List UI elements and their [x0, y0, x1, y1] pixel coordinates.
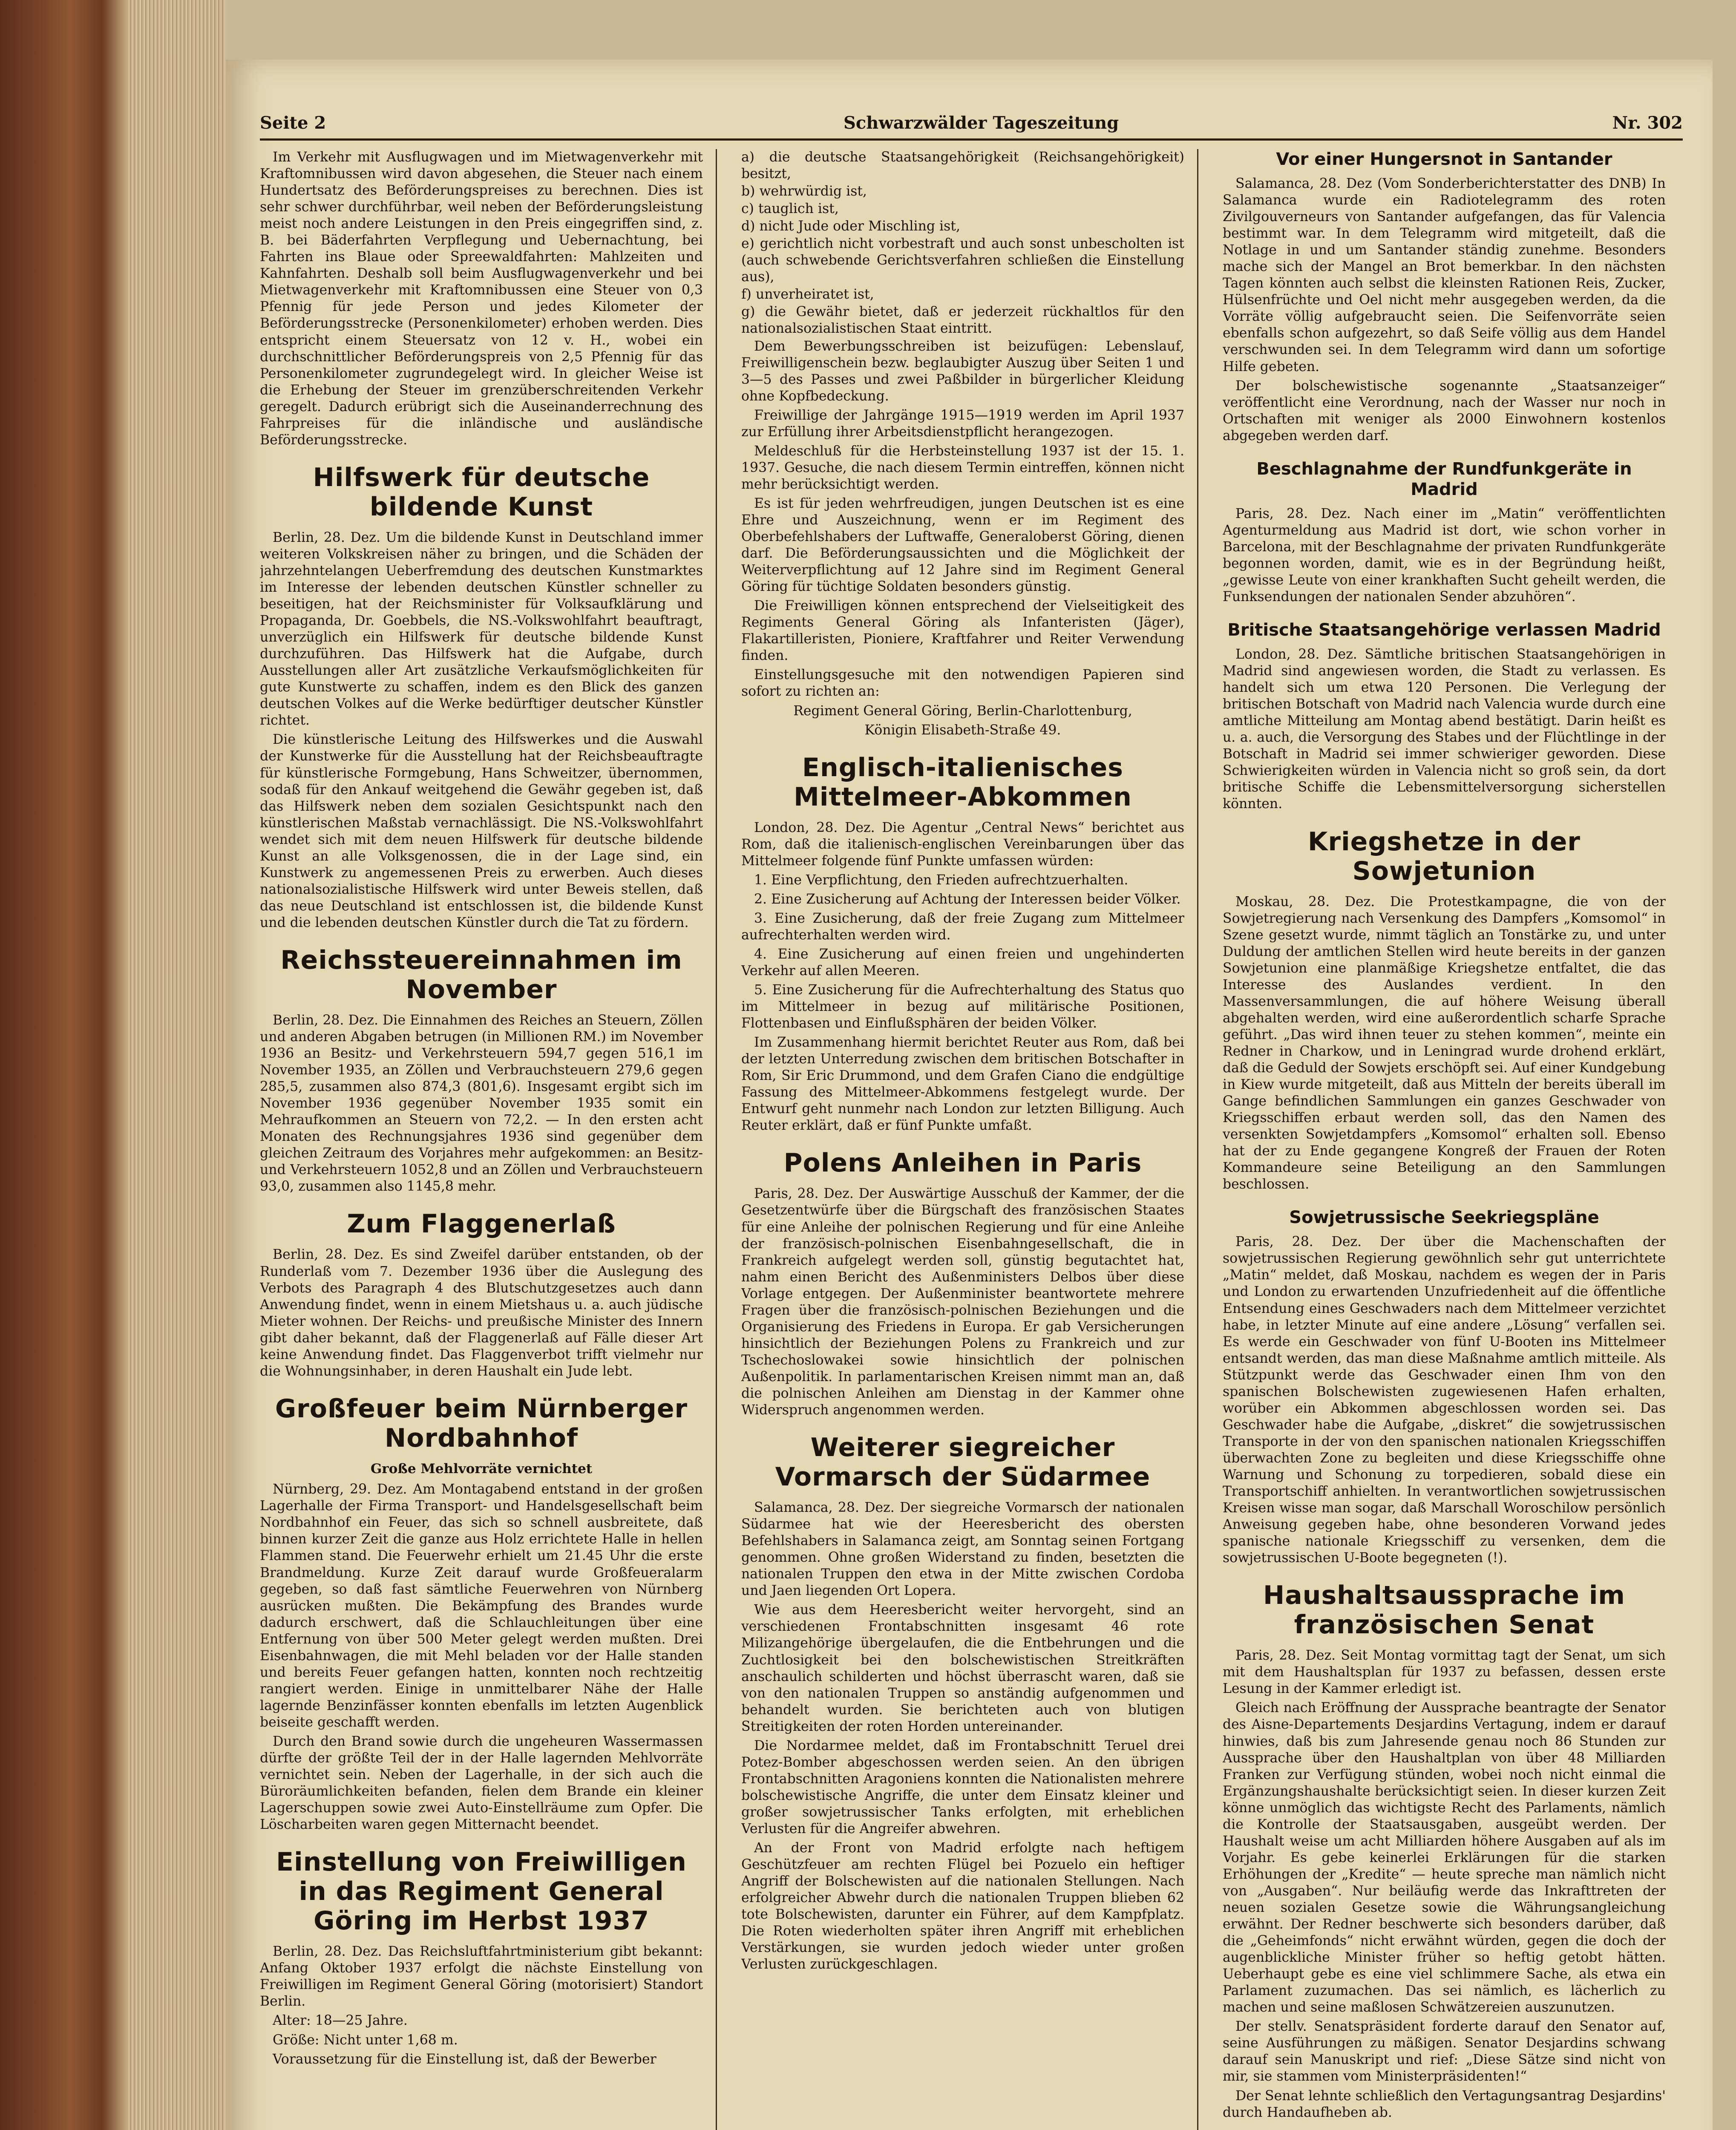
article-text: Meldeschluß für die Herbsteinstellung 1937 ist der 15. 1. 1937. Gesuche, die nach diesem Termin eintreffen, können nicht mehr berücksichtigt werden.: [741, 443, 1184, 492]
article-text: Durch den Brand sowie durch die ungeheuren Wassermassen dürfte der größte Teil der in der Halle lagernden Mehlvorräte vernichtet sein. Neben der Lagerhalle, in der sich auch die Büroräumlichkeiten befanden, fielen dem Brande ein kleiner Lagerschuppen sowie zwei Auto-Einstellräume zum Opfer. Die Löscharbeiten waren gegen Mitternacht beendet.: [260, 1734, 703, 1833]
article-text: Voraussetzung für die Einstellung ist, daß der Bewerber: [273, 2051, 656, 2067]
article-text: Berlin, 28. Dez. Um die bildende Kunst in Deutschland immer weiteren Volkskreisen näher zu bringen, und die Schäden der jahrzehntelangen Ueberfremdung des deutschen Kunstmarktes im Interesse der lebenden deutschen Künstler schneller zu beseitigen, hat der Reichsminister für Volksaufklärung und Propaganda, Dr. Goebbels, die NS.-Volkswohlfahrt beauftragt, unverzüglich ein Hilfswerk für deutsche bildende Kunst durchzuführen. Das Hilfswerk hat die Aufgabe, durch Ausstellungen aller Art zusätzliche Verkaufsmöglichkeiten für gute Kunstwerte zu schaffen, indem es den Blick des ganzen deutschen Volkes auf die Werke bedürftiger deutscher Künstler richtet.: [260, 530, 703, 728]
article-text: London, 28. Dez. Sämtliche britischen Staatsangehörigen in Madrid sind angewiesen worden, die Stadt zu verlassen. Es handelt sich um etwa 120 Personen. Die Verlegung der britischen Botschaft von Madrid nach Valencia wurde durch eine amtliche Mitteilung am Montag abend bestätigt. Darin heißt es u. a. auch, die Versorgung des Stabes und der Flüchtlinge in der Botschaft in Madrid sei immer schwieriger geworden. Diese Schwierigkeiten würden in Valencia nicht so groß sein, da dort britische Schiffe die Lebensmittelversorgung sicherstellen könnten.: [1223, 647, 1666, 812]
article-text: Salamanca, 28. Dez (Vom Sonderberichterstatter des DNB) In Salamanca wurde ein Radiotelegramm des roten Zivilgouverneurs von Santander aufgefangen, das für Valencia bestimmt war. In dem Telegramm wird mitgeteilt, daß die Notlage in und um Santander ständig zunehme. Besonders mache sich der Mangel an Brot bemerkbar. In den nächsten Tagen könnten auch selbst die kleinsten Rationen Reis, Zucker, Hülsenfrüchte und Oel nicht mehr ausgegeben werden, da die Vorräte völlig aufgebraucht seien. Die Seifenvorräte seien ebenfalls schon aufgezehrt, so daß Seife völlig aus dem Handel verschwunden sei. In dem Telegramm wird dann um sofortige Hilfe gebeten.: [1223, 176, 1666, 374]
article-text: Einstellungsgesuche mit den notwendigen Papieren sind sofort zu richten an:: [741, 667, 1184, 699]
article-text: Im Zusammenhang hiermit berichtet Reuter aus Rom, daß bei der letzten Unterredung zwischen dem britischen Botschafter in Rom, Sir Eric Drummond, und dem Grafen Ciano die endgültige Fassung des Mittelmeer-Abkommens festgelegt wurde. Der Entwurf geht nunmehr nach London zur letzten Billigung. Auch Reuter erklärt, daß er fünf Punkte umfaßt.: [741, 1035, 1184, 1134]
list-item: 5. Eine Zusicherung für die Aufrechterhaltung des Status quo im Mittelmeer in bezug auf militärische Positionen, Flottenbasen und Einflußsphären der beiden Völker.: [741, 982, 1184, 1031]
column-rule: [1197, 149, 1198, 2130]
headline: Vor einer Hungersnot in Santander: [1276, 150, 1612, 169]
headline: Haushaltsaussprache im französischen Senat: [1263, 1580, 1625, 1640]
article-text: Der Senat lehnte schließlich den Vertagungsantrag Desjardins' durch Handaufheben ab.: [1223, 2088, 1666, 2120]
article-text: Die künstlerische Leitung des Hilfswerkes und die Auswahl der Kunstwerke für die Ausstellung hat der Reichsbeauftragte für künstlerische Formgebung, Hans Schweitzer, übernommen, sodaß für den Ankauf weitgehend die Gewähr gegeben ist, daß das Hilfswerk neben dem sozialen Gesichtspunkt nach den künstlerischen Maßstab vernachlässigt. Die NS.-Volkswohlfahrt wendet sich mit dem neuen Hilfswerk für deutsche bildende Kunst an alle Volksgenossen, die in der Lage sind, ein Kunstwerk zu angemessenen Preis zu erwerben. Auch dieses nationalsozialistische Hilfswerk wird unter Beweis stellen, daß das neue Deutschland ist entschlossen ist, die bildende Kunst und die lebenden deutschen Künstler durch die Tat zu fördern.: [260, 732, 703, 930]
newspaper-page: [226, 60, 1713, 2130]
article-text: Freiwillige der Jahrgänge 1915—1919 werden im April 1937 zur Erfüllung ihrer Arbeitsdienstpflicht herangezogen.: [741, 407, 1184, 440]
list-item: a) die deutsche Staatsangehörigkeit (Reichsangehörigkeit) besitzt,: [741, 150, 1184, 182]
article-text: Der bolschewistische sogenannte „Staatsanzeiger“ veröffentlicht eine Verordnung, nach der Wasser nur noch in Ortschaften mit weniger als 2000 Einwohnern kostenlos abgegeben werden darf.: [1223, 378, 1666, 443]
article-text: Im Verkehr mit Ausflugwagen und im Mietwagenverkehr mit Kraftomnibussen wird davon abgesehen, die Steuer nach einem Hundertsatz des Beförderungspreises zu berechnen. Dies ist sehr schwer durchführbar, weil neben der Beförderungsleistung meist noch andere Leistungen in den Preis eingegriffen sind, z. B. bei Bäderfahrten Verpflegung und Uebernachtung, bei Fahrten ins Blaue oder Spreewaldfahrten: Mahlzeiten und Kahnfahrten. Deshalb soll beim Ausflugwagenverkehr und bei Mietwagenverkehr mit Kraftomnibussen eine Steuer von 0,3 Pfennig für jede Person und jedes Kilometer der Beförderungsstrecke (Personenkilometer) erhoben werden. Dies entspricht einem Steuersatz von 12 v. H., wobei ein durchschnittlicher Beförderungspreis von 2,5 Pfennig für das Personenkilometer zugrundegelegt wird. In gleicher Weise ist die Erhebung der Steuer im grenzüberschreitenden Verkehr geregelt. Dadurch erübrigt sich die Auseinanderrechnung des Fahrpreises für die inländische und ausländische Beförderungsstrecke.: [260, 150, 703, 448]
article-text: Der stellv. Senatspräsident forderte darauf den Senator auf, seine Ausführungen zu mäßigen. Senator Desjardins schwang darauf sein Manuskript und rief: „Diese Sätze sind nicht von mir, sie stammen vom Ministerpräsidenten!“: [1223, 2019, 1666, 2084]
column-3: [1223, 149, 1666, 2130]
article-text: Salamanca, 28. Dez. Der siegreiche Vormarsch der nationalen Südarmee hat wie der Heeresbericht des obersten Befehlshabers in Salamanca zeigt, am Sonntag seinen Fortgang genommen. Ohne großen Widerstand zu finden, besetzten die nationalen Truppen den etwa in der Mitte zwischen Cordoba und Jaen liegenden Ort Lopera.: [741, 1500, 1184, 1599]
article-text: Dem Bewerbungsschreiben ist beizufügen: Lebenslauf, Freiwilligenschein bezw. beglaubigter Auszug über Seiten 1 und 3—5 des Passes und zwei Paßbilder in bürgerlicher Kleidung ohne Kopfbedeckung.: [741, 338, 1184, 404]
list-item: d) nicht Jude oder Mischling ist,: [741, 219, 960, 234]
page-number: Seite 2: [260, 113, 326, 133]
headline: Hilfswerk für deutsche bildende Kunst: [313, 462, 650, 522]
list-item: e) gerichtlich nicht vorbestraft und auch sonst unbescholten ist (auch schwebende Gerichtsverfahren schließen die Einstellung aus),: [741, 236, 1184, 285]
article-text: Berlin, 28. Dez. Das Reichsluftfahrtministerium gibt bekannt: Anfang Oktober 1937 erfolgt die nächste Einstellung von Freiwilligen im Regiment General Göring (motorisiert) Standort Berlin.: [260, 1944, 703, 2009]
headline: Reichssteuereinnahmen im November: [280, 945, 682, 1005]
article-text: Die Nordarmee meldet, daß im Frontabschnitt Teruel drei Potez-Bomber abgeschossen werden seien. An den übrigen Frontabschnitten Aragoniens konnten die Nationalisten mehrere bolschewistische Angriffe, die unter dem Einsatz kleiner und großer sowjetrussischer Tanks erfolgten, mit erheblichen Verlusten für die Angreifer abwehren.: [741, 1738, 1184, 1836]
article-text: Paris, 28. Dez. Nach einer im „Matin“ veröffentlichten Agenturmeldung aus Madrid ist dort, wie schon vorher in Barcelona, mit der Beschlagnahme der privaten Rundfunkgeräte begonnen worden, damit, wie es in der Begründung heißt, „gewisse Leute von einer krankhaften Sucht geheilt werden, die Funksendungen der nationalen Sender abzuhören“.: [1223, 506, 1666, 604]
headline: Britische Staatsangehörige verlassen Madrid: [1227, 620, 1661, 640]
headline: Beschlagnahme der Rundfunkgeräte in Madrid: [1256, 459, 1632, 499]
column-1: [260, 149, 703, 2130]
article-text: Paris, 28. Dez. Seit Montag vormittag tagt der Senat, um sich mit dem Haushaltsplan für 1937 zu befassen, dessen erste Lesung in der Kammer erledigt ist.: [1223, 1648, 1666, 1697]
list-item: f) unverheiratet ist,: [741, 287, 874, 302]
headline: Weiterer siegreicher Vormarsch der Südarmee: [775, 1433, 1151, 1492]
article-text: An der Front von Madrid erfolgte nach heftigem Geschützfeuer am rechten Flügel bei Pozuelo ein heftiger Angriff der Bolschewisten auf die nationalen Stellungen. Nach erfolgreicher Abwehr durch die nationalen Truppen blieben 62 tote Bolschewisten, darunter ein Führer, auf dem Kampfplatz. Die Roten wiederholten später ihren Angriff mit erheblichen Verstärkungen, sie wurden jedoch wieder unter großen Verlusten zurückgeschlagen.: [741, 1840, 1184, 1972]
paper-title: Schwarzwälder Tageszeitung: [844, 113, 1119, 133]
article-text: Gleich nach Eröffnung der Aussprache beantragte der Senator des Aisne-Departements Desjardins Vertagung, indem er darauf hinwies, daß bis zum Jahresende genau noch 86 Stunden zur Aussprache über den Haushaltplan von über 48 Milliarden Franken zur Verfügung stünden, wobei noch nicht einmal die Ergänzungshaushalte berücksichtigt seien. In dieser kurzen Zeit könne unmöglich das wichtigste Recht des Parlaments, nämlich die Kontrolle der Staatsausgaben, ausgeübt werden. Der Haushalt weise um acht Milliarden höhere Ausgaben auf als im Vorjahr. Es gebe keinerlei Erklärungen für die starken Erhöhungen der „Kredite“ — heute spreche man nämlich nicht von „Ausgaben“. Nur beiläufig werde das Inkrafttreten der neuen sozialen Gesetze sowie die Währungsangleichung erwähnt. Der Redner beschwerte sich besonders darüber, daß die „Geheimfonds“ nicht erwähnt würden, gegen die doch der augenblickliche Minister früher so heftig getobt hätten. Ueberhaupt gebe es eine viel schlimmere Sache, als etwa ein Parlament zuzumachen. Das sei nämlich, es lächerlich zu machen und seine maßlosen Schwätzereien auszunutzen.: [1223, 1700, 1666, 2015]
list-item: 3. Eine Zusicherung, daß der freie Zugang zum Mittelmeer aufrechterhalten werden wird.: [741, 910, 1184, 943]
address-line: Königin Elisabeth-Straße 49.: [864, 722, 1061, 738]
article-text: London, 28. Dez. Die Agentur „Central News“ berichtet aus Rom, daß die italienisch-englischen Vereinbarungen über das Mittelmeer folgende fünf Punkte umfassen würden:: [741, 820, 1184, 869]
column-2: [741, 149, 1184, 2130]
headline: Zum Flaggenerlaß: [347, 1209, 616, 1239]
article-text: Paris, 28. Dez. Der Auswärtige Ausschuß der Kammer, der die Gesetzentwürfe über die Bürgschaft des französischen Staates für eine Anleihe der polnischen Regierung und für eine Anleihe der französisch-polnischen Eisenbahngesellschaft, die in Frankreich aufgelegt werden soll, günstig begutachtet hat, nahm einen Bericht des Außenministers Delbos über diese Vorlage entgegen. Der Außenminister beantwortete mehrere Fragen über die französisch-polnischen Beziehungen und die Organisierung des Friedens in Europa. Er gab Versicherungen hinsichtlich der Beziehungen Polens zu Frankreich und zur Tschechoslowakei sowie hinsichtlich der polnischen Außenpolitik. In parlamentarischen Kreisen nimmt man an, daß die polnischen Anleihen am Dienstag in der Kammer ohne Widerspruch angenommen werden.: [741, 1186, 1184, 1418]
headline: Sowjetrussische Seekriegspläne: [1289, 1208, 1599, 1228]
article-text: Berlin, 28. Dez. Die Einnahmen des Reiches an Steuern, Zöllen und anderen Abgaben betrugen (in Millionen RM.) im November 1936 an Besitz- und Verkehrsteuern 594,7 gegen 516,1 im November 1935, an Zöllen und Verbrauchsteuern 279,6 gegen 285,5, zusammen also 874,3 (801,6). Insgesamt ergibt sich im November 1936 gegenüber November 1935 somit ein Mehraufkommen an Steuern von 72,2. — In den ersten acht Monaten des Rechnungsjahres 1936 sind gegenüber dem gleichen Zeitraum des Vorjahres mehr aufgekommen: an Besitz- und Verkehrsteuern 1052,8 und an Zöllen und Verbrauchsteuern 93,0, zusammen also 1145,8 mehr.: [260, 1012, 703, 1195]
list-item: 1. Eine Verpflichtung, den Frieden aufrechtzuerhalten.: [754, 872, 1129, 888]
subheadline: Große Mehlvorräte vernichtet: [370, 1461, 593, 1477]
headline: Kriegshetze in der Sowjetunion: [1307, 826, 1581, 886]
headline: Einstellung von Freiwilligen in das Regiment General Göring im Herbst 1937: [276, 1847, 687, 1936]
list-item: g) die Gewähr bietet, daß er jederzeit rückhaltlos für den nationalsozialistischen Staat eintritt.: [741, 304, 1184, 337]
page-edges: [128, 0, 226, 2130]
address-line: Regiment General Göring, Berlin-Charlottenburg,: [793, 703, 1132, 719]
article-text: Größe: Nicht unter 1,68 m.: [273, 2032, 458, 2048]
headline: Polens Anleihen in Paris: [783, 1148, 1142, 1178]
article-text: Es ist für jeden wehrfreudigen, jungen Deutschen ist es eine Ehre und Auszeichnung, wenn er im Regiment des Oberbefehlshabers der Luftwaffe, Generaloberst Göring, dienen darf. Die Beförderungsaussichten und die Möglichkeit der Weiterverpflichtung auf 12 Jahre sind im Regiment General Göring für tüchtige Soldaten besonders günstig.: [741, 495, 1184, 595]
issue-number: Nr. 302: [1612, 113, 1683, 133]
headline: Englisch-italienisches Mittelmeer-Abkommen: [794, 752, 1132, 812]
list-item: b) wehrwürdig ist,: [741, 184, 867, 199]
running-header: [260, 109, 1683, 141]
book-binding: [0, 0, 128, 2130]
article-text: Paris, 28. Dez. Der über die Machenschaften der sowjetrussischen Regierung gewöhnlich sehr gut unterrichtete „Matin“ meldet, daß Moskau, nachdem es wegen der in Paris und London zu erwartenden Unzufriedenheit auf die öffentliche Entsendung eines Geschwaders nach dem Mittelmeer verzichtet habe, in letzter Minute auf eine andere „Lösung“ verfallen sei. Es werde ein Geschwader von fünf U-Booten ins Mittelmeer entsandt werden, das man diese Maßnahme amtlich mitteile. Als Stützpunkt werde das Geschwader einen Ihm von den spanischen Bolschewisten zugewiesenen Hafen erhalten, worüber ein Abkommen abgeschlossen worden sei. Das Geschwader habe die Aufgabe, „diskret“ die sowjetrussischen Transporte in der von den spanischen nationalen Kriegsschiffen überwachten Zone zu begleiten und diese Kriegsschiffe ohne Warnung und Schonung zu torpedieren, sobald diese ein Transportschiff anhielten. In verantwortlichen sowjetrussischen Kreisen wisse man sogar, daß Marschall Woroschilow persönlich Anweisung gegeben habe, ohne besonderen Vorwand jedes spanische nationale Kriegsschiff zu versenken, dem die sowjetrussischen U-Boote begegneten (!).: [1223, 1234, 1666, 1566]
column-rule: [716, 149, 717, 2130]
article-text: Die Freiwilligen können entsprechend der Vielseitigkeit des Regiments General Göring als Infanteristen (Jäger), Flakartilleristen, Pioniere, Kraftfahrer und Reiter Verwendung finden.: [741, 598, 1184, 664]
article-text: Alter: 18—25 Jahre.: [273, 2013, 408, 2029]
list-item: 2. Eine Zusicherung auf Achtung der Interessen beider Völker.: [754, 891, 1181, 907]
list-item: 4. Eine Zusicherung auf einen freien und ungehinderten Verkehr auf allen Meeren.: [741, 946, 1184, 979]
list-item: c) tauglich ist,: [741, 201, 839, 217]
article-text: Nürnberg, 29. Dez. Am Montagabend entstand in der großen Lagerhalle der Firma Transport- und Handelsgesellschaft beim Nordbahnhof ein Feuer, das sich so schnell ausbreitete, daß binnen kurzer Zeit die ganze aus Holz errichtete Halle in hellen Flammen stand. Die Feuerwehr erhielt um 21.45 Uhr die erste Brandmeldung. Kurze Zeit darauf wurde Großfeueralarm gegeben, so daß fast sämtliche Feuerwehren von Nürnberg ausrücken mußten. Die Bekämpfung des Brandes wurde dadurch erschwert, daß die Schlauchleitungen über eine Entfernung von über 500 Meter gelegt werden mußten. Drei Eisenbahnwagen, die mit Mehl beladen vor der Halle standen und bereits Feuer gefangen hatten, konnten noch rechtzeitig rangiert werden. Einige in unmittelbarer Nähe der Halle lagernde Benzinfässer konnten ebenfalls im letzten Augenblick beiseite geschafft werden.: [260, 1482, 703, 1730]
article-text: Moskau, 28. Dez. Die Protestkampagne, die von der Sowjetregierung nach Versenkung des Dampfers „Komsomol“ in Szene gesetzt wurde, nimmt täglich an Tonstärke zu, und unter Duldung der amtlichen Stellen wird heute bereits in der ganzen Sowjetunion eine planmäßige Kriegshetze entfaltet, die das Interesse des Auslandes verdient. In den Massenversammlungen, die auf höhere Weisung überall abgehalten werden, wird eine außerordentlich scharfe Sprache geführt. „Das wird ihnen teuer zu stehen kommen“, meinte ein Redner in Charkow, und in Leningrad wurde drohend erklärt, daß die Geduld der Sowjets erschöpft sei. Auf einer Kundgebung in Kiew wurde mitgeteilt, daß aus Mitteln der bereits überall im Gange befindlichen Sammlungen ein ganzes Geschwader von Kriegsschiffen erbaut werden soll, das den Namen des versenkten Sowjetdampfers „Komsomol“ erhalten soll. Ebenso hat der zu Ende gegangene Kongreß der Frauen der Roten Kommandeure seine Beteiligung an den Sammlungen beschlossen.: [1223, 894, 1666, 1192]
article-text: Berlin, 28. Dez. Es sind Zweifel darüber entstanden, ob der Runderlaß vom 7. Dezember 1936 über die Auslegung des Verbots des Paragraph 4 des Blutschutzgesetzes auch dann Anwendung findet, wenn in einem Mietshaus u. a. auch jüdische Mieter wohnen. Der Reichs- und preußische Minister des Innern gibt daher bekannt, daß der Flaggenerlaß auf Fälle dieser Art keine Anwendung findet. Das Flaggenverbot trifft vielmehr nur die Wohnungsinhaber, in deren Haushalt ein Jude lebt.: [260, 1247, 703, 1379]
headline: Großfeuer beim Nürnberger Nordbahnhof: [275, 1393, 688, 1453]
article-text: Wie aus dem Heeresbericht weiter hervorgeht, sind an verschiedenen Frontabschnitten insgesamt 46 rote Milizangehörige übergelaufen, die die Entbehrungen und die Zuchtlosigkeit bei den bolschewistischen Streitkräften anschaulich schilderten und höchst überrascht waren, daß sie von den nationalen Truppen so anständig aufgenommen und behandelt wurden. Sie berichteten auch von blutigen Streitigkeiten der roten Horden untereinander.: [741, 1602, 1184, 1734]
